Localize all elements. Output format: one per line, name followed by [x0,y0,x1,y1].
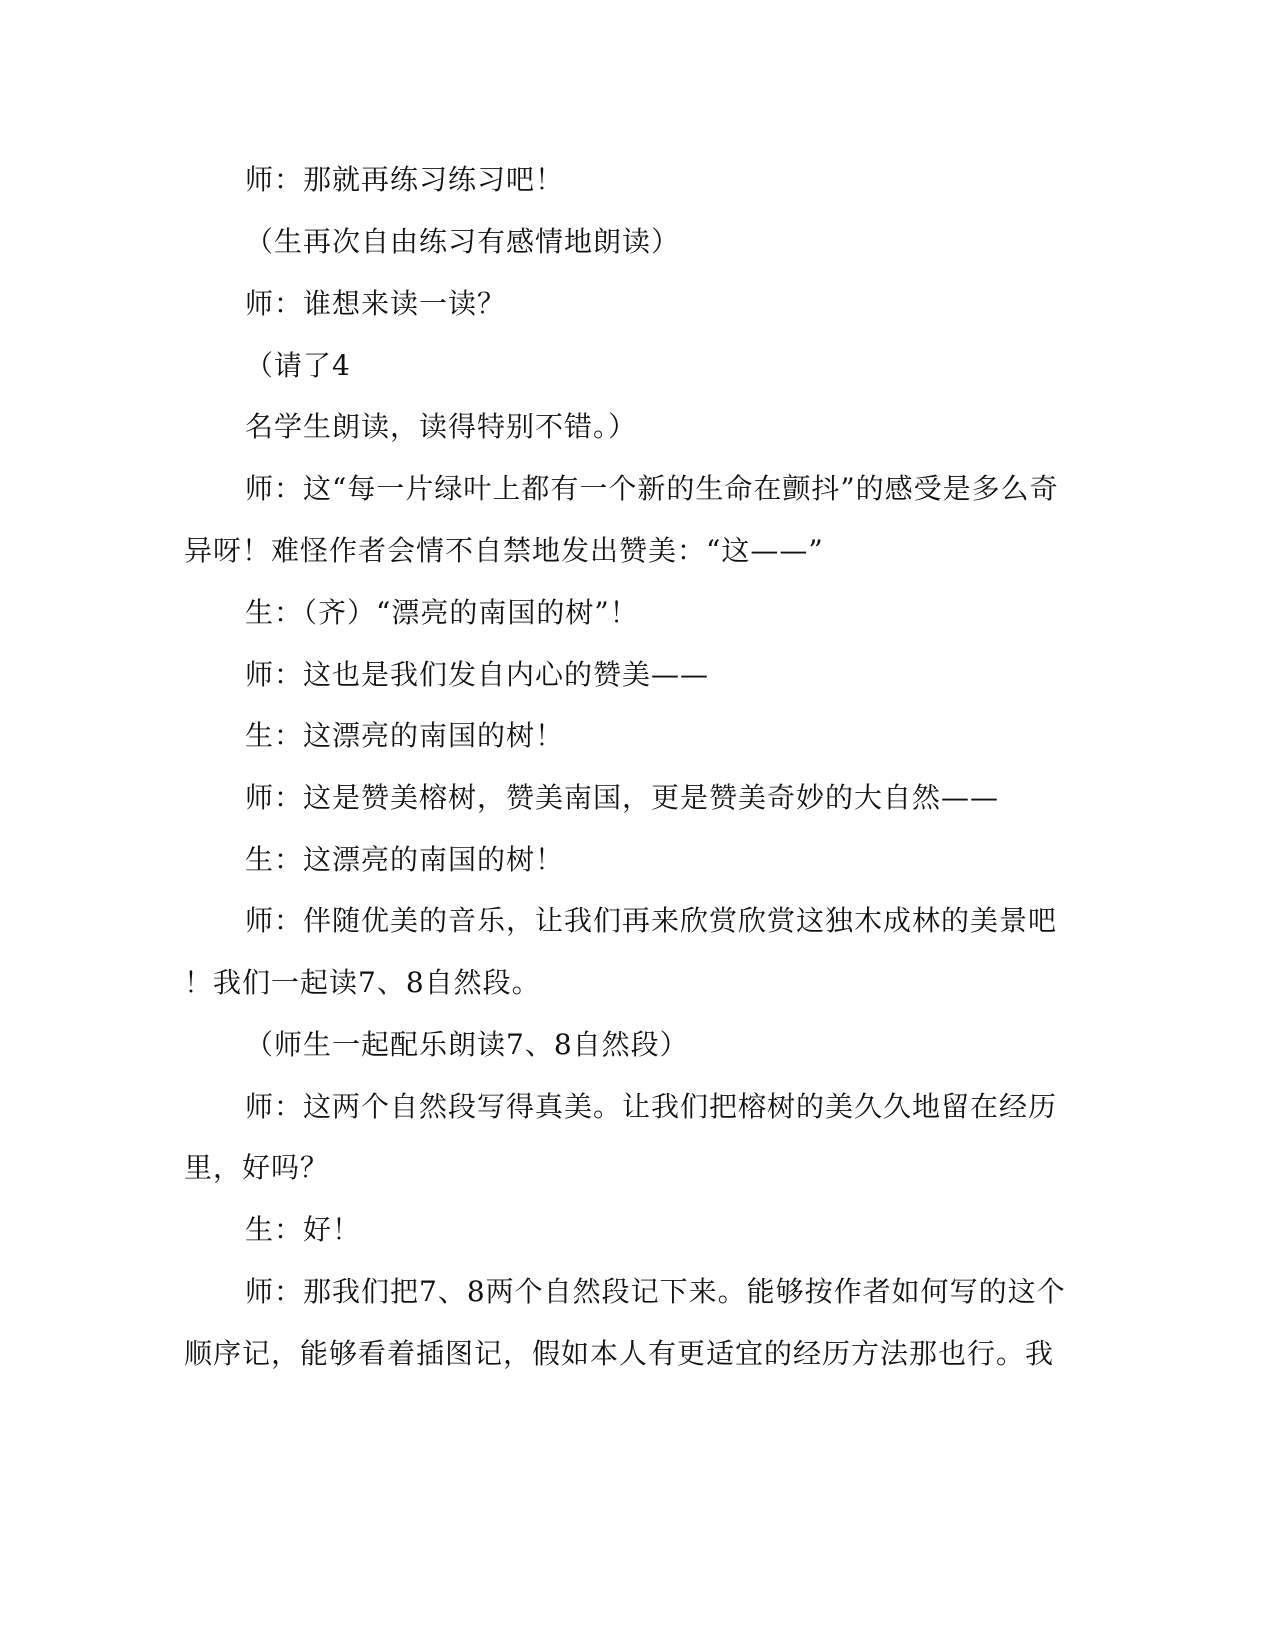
text-line: 里，好吗？ [184,1151,330,1184]
text-line: 师：这“每一片绿叶上都有一个新的生命在颤抖”的感受是多么奇 [245,472,1059,505]
text-line: （请了4 [245,349,351,382]
text-line: 师：这也是我们发自内心的赞美—— [245,658,710,691]
text-line: （师生一起配乐朗读7、8自然段） [245,1028,689,1061]
text-line: 生：这漂亮的南国的树！ [245,843,565,876]
text-line: 生：这漂亮的南国的树！ [245,719,565,752]
text-line: ！我们一起读7、8自然段。 [184,966,541,999]
text-line: 异呀！难怪作者会情不自禁地发出赞美：“这——” [184,534,824,567]
text-line: 师：这两个自然段写得真美。让我们把榕树的美久久地留在经历 [245,1090,1058,1123]
text-line: 师：这是赞美榕树，赞美南国，更是赞美奇妙的大自然—— [245,781,1000,814]
text-line: 生：（齐）“漂亮的南国的树”！ [245,596,639,629]
text-line: 名学生朗读，读得特别不错。） [245,410,638,443]
text-line: 师：伴随优美的音乐，让我们再来欣赏欣赏这独木成林的美景吧 [245,904,1058,937]
text-line: 师：谁想来读一读？ [245,287,507,320]
text-line: （生再次自由练习有感情地朗读） [245,225,681,258]
text-line: 师：那就再练习练习吧！ [245,163,565,196]
text-line: 生：好！ [245,1213,362,1246]
text-line: 顺序记，能够看着插图记，假如本人有更适宜的经历方法那也行。我 [184,1337,1055,1370]
text-line: 师：那我们把7、8两个自然段记下来。能够按作者如何写的这个 [245,1275,1066,1308]
